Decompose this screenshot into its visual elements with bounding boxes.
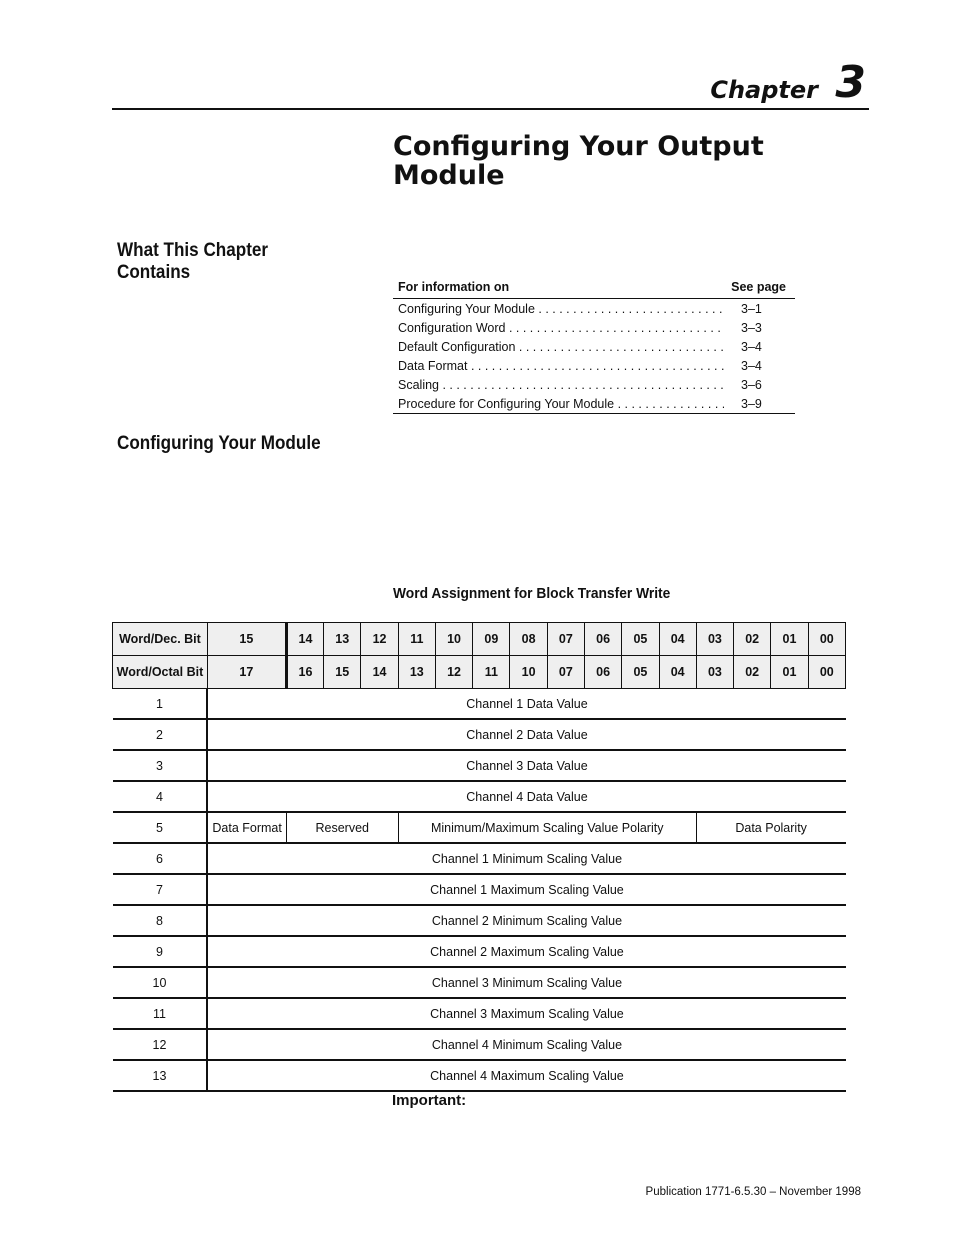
word-description: Channel 2 Minimum Scaling Value [207,905,845,936]
section-heading-configuring: Configuring Your Module [117,433,321,454]
table-row [113,967,846,998]
bit-header-cell: 15 [324,656,361,689]
word-number: 5 [113,812,208,843]
bit-header-cell: 04 [659,623,696,656]
table-row [113,812,846,843]
word-description: Channel 4 Maximum Scaling Value [207,1060,845,1091]
bit-header-cell: 15 [207,623,286,656]
bit-header-cell: 14 [361,656,398,689]
word-description: Channel 3 Minimum Scaling Value [207,967,845,998]
dec-bit-header-row [113,623,846,656]
word-description: Channel 1 Minimum Scaling Value [207,843,845,874]
word-description: Channel 4 Minimum Scaling Value [207,1029,845,1060]
table-row [113,998,846,1029]
toc-rule-bottom [393,413,795,414]
bit-header-cell: 03 [696,623,733,656]
toc-table [393,280,795,414]
toc-page: 3–4 [741,339,762,354]
toc-body [393,299,795,413]
toc-page: 3–6 [741,377,762,392]
bit-header-cell: 17 [207,656,286,689]
bit-header-cell: 11 [473,656,510,689]
table-row [113,905,846,936]
word-number: 12 [113,1029,208,1060]
bit-header-cell: 12 [361,623,398,656]
word-assignment-table [112,622,846,1092]
table-row [113,936,846,967]
bit-header-cell: 06 [585,656,622,689]
bit-header-cell: 13 [398,656,435,689]
word-number: 3 [113,750,208,781]
word-number: 1 [113,689,208,720]
bit-header-cell: 02 [734,656,771,689]
toc-topic: Default Configuration . . . [398,340,724,354]
bit-field: Reserved [286,812,398,843]
toc-page: 3–9 [741,396,762,411]
bit-header-cell: 12 [435,656,472,689]
toc-row [393,375,795,394]
bit-header-cell: 09 [473,623,510,656]
word-number: 9 [113,936,208,967]
bit-header-cell: 01 [771,656,808,689]
word-description: Channel 2 Maximum Scaling Value [207,936,845,967]
word-number: 4 [113,781,208,812]
toc-topic: Configuring Your Module . . . [398,302,724,316]
bit-header-cell: 05 [622,623,659,656]
chapter-label: Chapter [710,76,818,104]
octal-bit-label: Word/Octal Bit [113,656,208,689]
bit-header-cell: 00 [808,656,845,689]
toc-topic: Data Format . . . [398,359,724,373]
chapter-number: 3 [835,57,866,108]
bit-header-cell: 13 [324,623,361,656]
bit-header-cell: 11 [398,623,435,656]
bit-header-cell: 06 [585,623,622,656]
word-description: Channel 1 Data Value [207,689,845,720]
word-description: Channel 3 Maximum Scaling Value [207,998,845,1029]
bit-field: Data Polarity [696,812,845,843]
toc-row [393,318,795,337]
word-number: 10 [113,967,208,998]
table-row [113,689,846,720]
toc-row [393,394,795,413]
toc-page: 3–4 [741,358,762,373]
bit-header-cell: 01 [771,623,808,656]
toc-row [393,356,795,375]
word-description: Channel 4 Data Value [207,781,845,812]
toc-page: 3–1 [741,301,762,316]
table-caption: Word Assignment for Block Transfer Write [393,585,671,602]
bit-field: Minimum/Maximum Scaling Value Polarity [398,812,696,843]
word-number: 2 [113,719,208,750]
bit-header-cell: 08 [510,623,547,656]
bit-header-cell: 10 [435,623,472,656]
publication-footer: Publication 1771-6.5.30 – November 1998 [645,1186,861,1198]
word-number: 13 [113,1060,208,1091]
bit-header-cell: 02 [734,623,771,656]
table-row [113,1060,846,1091]
bit-header-cell: 07 [547,656,584,689]
chapter-rule [112,108,869,110]
bit-header-cell: 03 [696,656,733,689]
toc-col-topic: For information on [398,280,510,294]
word-description: Channel 1 Maximum Scaling Value [207,874,845,905]
toc-topic: Procedure for Configuring Your Module . . . [398,397,724,411]
table-row [113,750,846,781]
section-heading-contains: What This Chapter Contains [117,240,269,283]
bit-header-cell: 04 [659,656,696,689]
word-number: 11 [113,998,208,1029]
page-title: Configuring Your Output Module [393,131,764,191]
dec-bit-label: Word/Dec. Bit [113,623,208,656]
bit-header-cell: 16 [286,656,323,689]
table-row [113,719,846,750]
bit-header-cell: 10 [510,656,547,689]
word-description: Channel 2 Data Value [207,719,845,750]
bit-header-cell: 07 [547,623,584,656]
bit-header-cell: 14 [286,623,323,656]
word-assignment-body [113,623,846,1092]
octal-bit-header-row [113,656,846,689]
word-number: 6 [113,843,208,874]
bit-header-cell: 00 [808,623,845,656]
table-row [113,1029,846,1060]
table-row [113,874,846,905]
bit-field: Data Format [207,812,286,843]
toc-topic: Scaling . . . [398,378,724,392]
chapter-heading [0,57,868,108]
word-description: Channel 3 Data Value [207,750,845,781]
important-label: Important: [392,1092,467,1109]
table-row [113,781,846,812]
bit-header-cell: 05 [622,656,659,689]
toc-row [393,337,795,356]
toc-col-page: See page [731,280,786,294]
toc-row [393,299,795,318]
word-number: 8 [113,905,208,936]
word-number: 7 [113,874,208,905]
table-row [113,843,846,874]
toc-header [393,280,795,298]
toc-page: 3–3 [741,320,762,335]
toc-topic: Configuration Word . . . [398,321,724,335]
